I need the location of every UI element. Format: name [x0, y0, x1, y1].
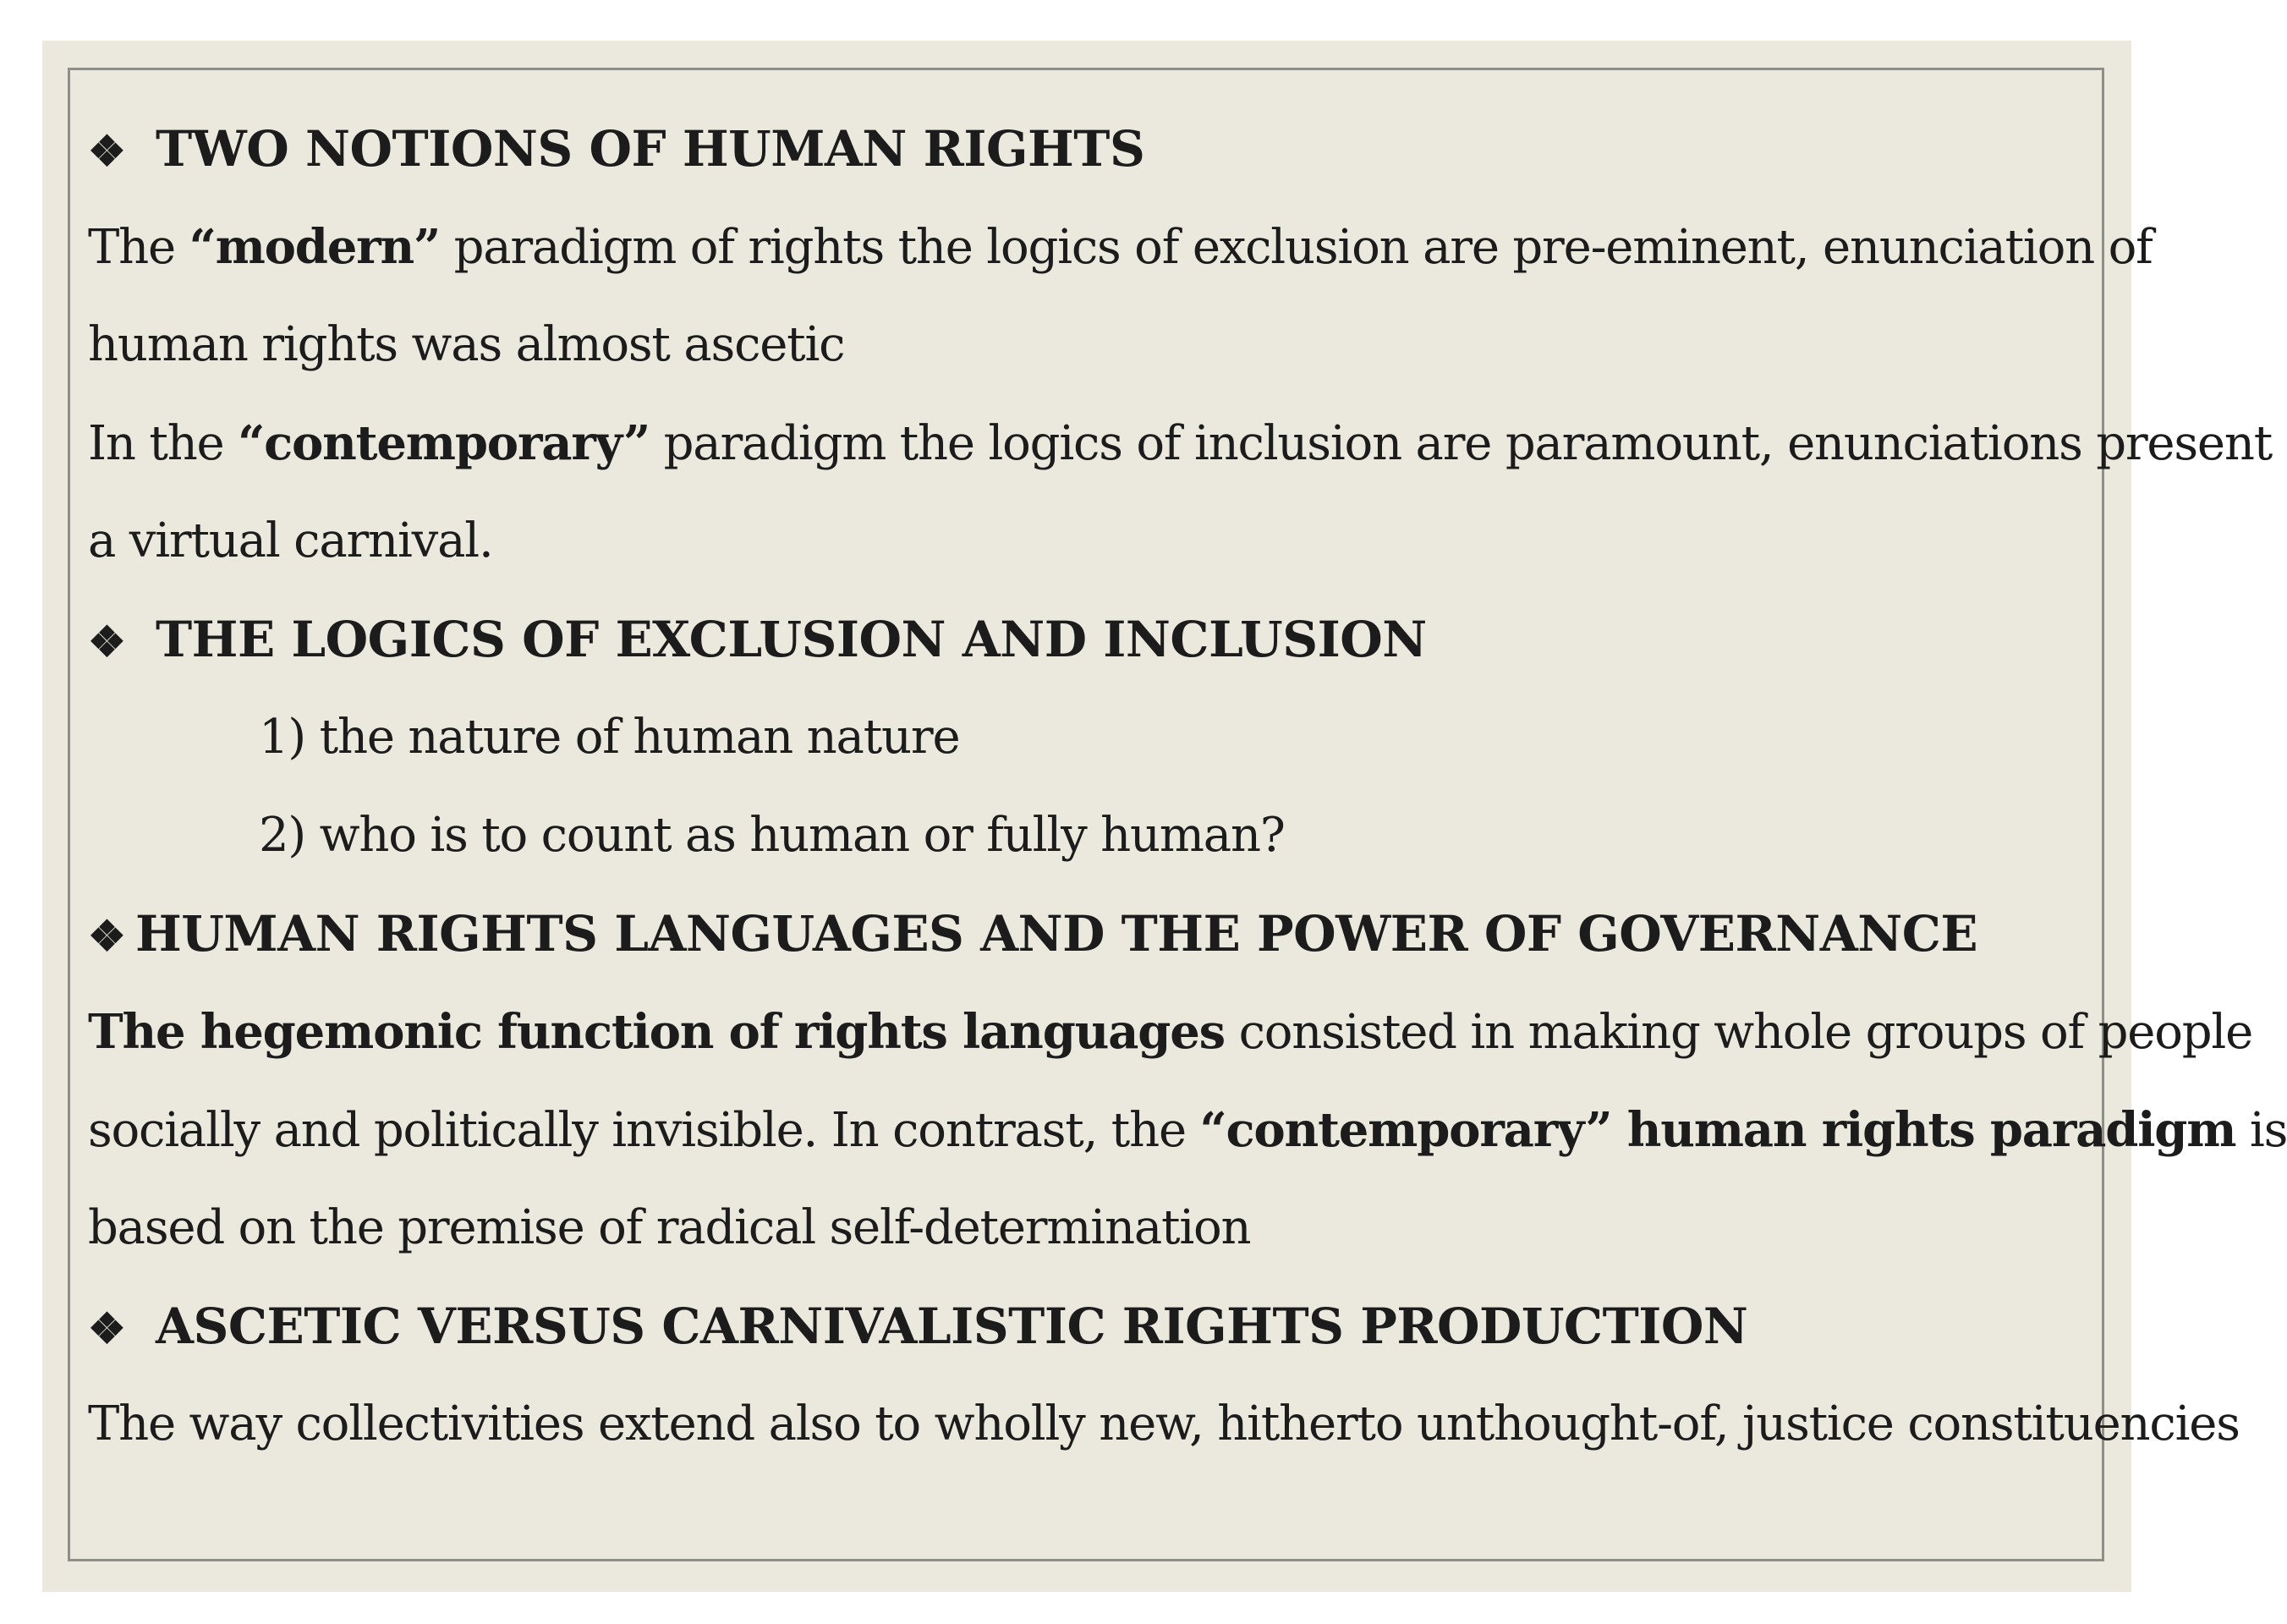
section-heading-languages: ❖ HUMAN RIGHTS LANGUAGES AND THE POWER OF GOVERNANCE [88, 885, 2092, 983]
paragraph-collectivities: The way collectivities extend also to wholly new, hitherto unthought-of, justice constituencies [88, 1396, 2240, 1451]
emphasis-modern: “modern” [189, 219, 440, 275]
paragraph-contemporary-line-2: a virtual carnival. [88, 513, 493, 568]
section-heading-two-notions: ❖ TWO NOTIONS OF HUMAN RIGHTS [88, 100, 2092, 198]
paragraph-modern-line-1: The “modern” paradigm of rights the logics of exclusion are pre-eminent, enunciation of [88, 219, 2153, 275]
section-heading-ascetic: ❖ ASCETIC VERSUS CARNIVALISTIC RIGHTS PRODUCTION [88, 1277, 2092, 1375]
four-diamond-bullet-icon: ❖ [88, 911, 126, 961]
list-item-2: 2) who is to count as human or fully human? [259, 808, 1285, 863]
four-diamond-bullet-icon: ❖ [88, 617, 126, 667]
paragraph-hegemonic-line-3: based on the premise of radical self-determination [88, 1200, 1251, 1255]
four-diamond-bullet-icon: ❖ [88, 1303, 126, 1353]
paragraph-contemporary-line-1: In the “contemporary” paradigm the logics of inclusion are paramount, enunciations present [88, 415, 2273, 471]
list-item-1: 1) the nature of human nature [259, 710, 960, 765]
emphasis-contemporary-paradigm: “contemporary” human rights paradigm [1199, 1102, 2236, 1158]
paragraph-hegemonic-line-2: socially and politically invisible. In contrast, the “contemporary” human rights paradigm is [88, 1102, 2287, 1158]
four-diamond-bullet-icon: ❖ [88, 126, 126, 176]
paragraph-hegemonic-line-1: The hegemonic function of rights languages consisted in making whole groups of people [88, 1004, 2253, 1060]
section-heading-logics: ❖ THE LOGICS OF EXCLUSION AND INCLUSION [88, 590, 2092, 689]
emphasis-hegemonic: The hegemonic function of rights languages [88, 1004, 1225, 1060]
slide-content [88, 100, 2287, 1473]
emphasis-contemporary: “contemporary” [238, 415, 650, 471]
paragraph-modern-line-2: human rights was almost ascetic [88, 317, 845, 372]
